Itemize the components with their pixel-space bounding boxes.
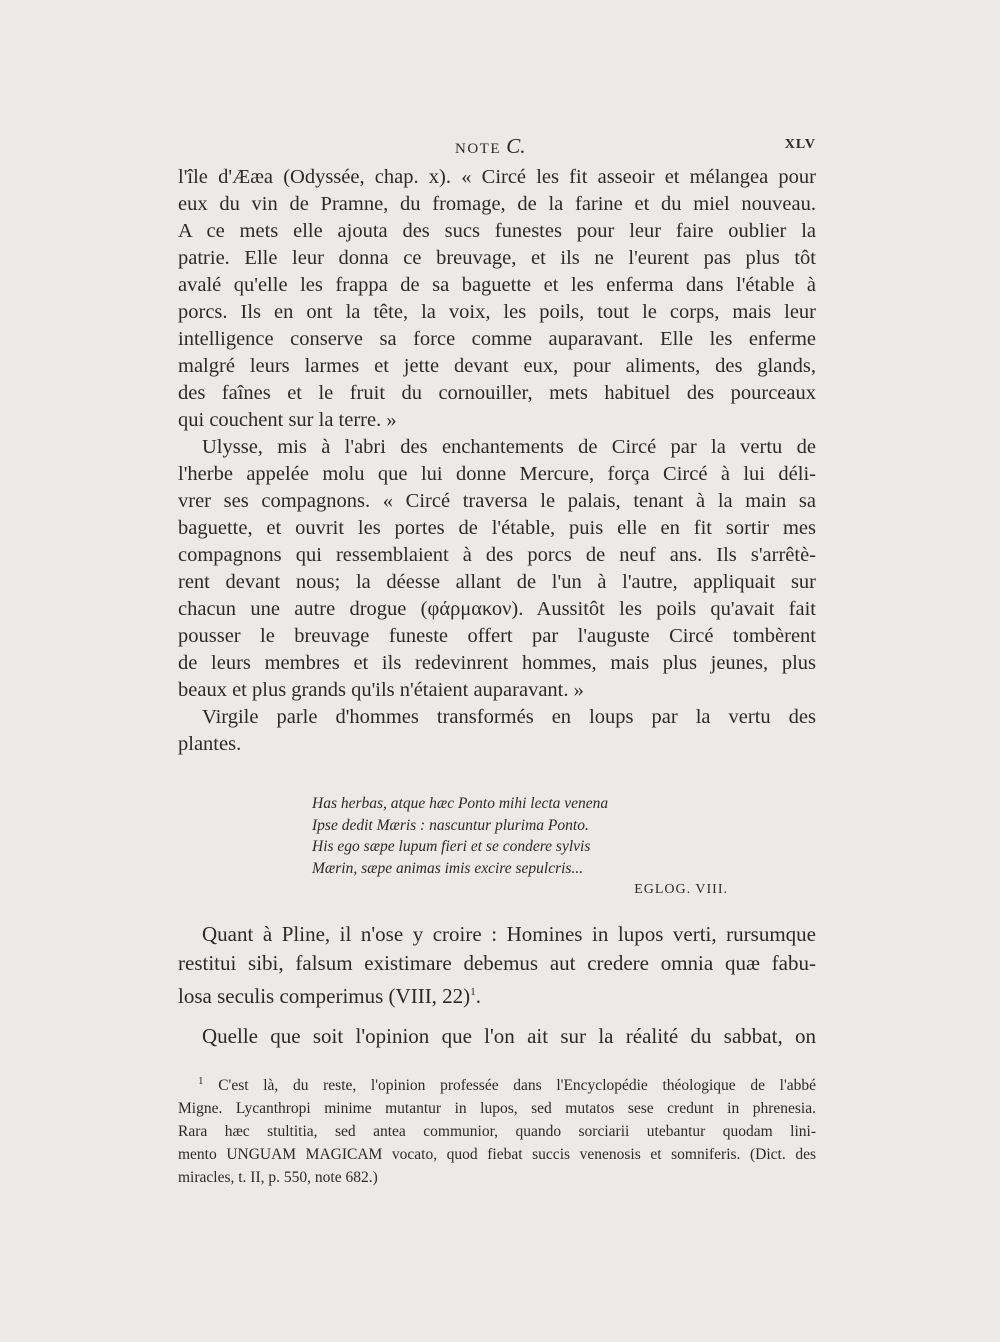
text-line: porcs. Ils en ont la tête, la voix, les poils, tout le corps, mais leur [178,301,816,323]
running-header [178,134,816,158]
footnote-ref: 1 [470,986,476,998]
verse-line: His ego sæpe lupum fieri et se condere sylvis [312,838,591,855]
verse-line: Mærin, sæpe animas imis excire sepulcris... [312,859,584,877]
text-line: restitui sibi, falsum existimare debemus aut credere omnia quæ fabu- [178,951,816,975]
text-line: chacun une autre drogue (φάρμακον). Aussitôt les poils qu'avait fait [178,598,816,620]
text-line: de leurs membres et ils redevinrent hommes, mais plus jeunes, plus [178,652,816,674]
text-line: des faînes et le fruit du cornouiller, mets habituel des pourceaux [178,382,816,404]
text-line: eux du vin de Pramne, du fromage, de la farine et du miel nouveau. [178,193,816,215]
footnote-line: Migne. Lycanthropi minime mutantur in lupos, sed mutatos sese credunt in phrenesia. [178,1100,816,1118]
footnote-line: miracles, t. II, p. 550, note 682.) [178,1169,378,1187]
pline-paragraph [178,920,816,1011]
latin-verse [312,793,732,901]
sabbat-paragraph [178,1022,816,1051]
text-line: rent devant nous; la déesse allant de l'un à l'autre, appliquait sur [178,571,816,593]
main-text [178,164,816,758]
text-line: losa seculis comperimus (VIII, 22)$^1$. [178,984,481,1008]
verse-line: Has herbas, atque hæc Ponto mihi lecta venena [312,795,609,812]
header-note-title [455,134,526,159]
footnote-line: mento UNGUAM MAGICAM vocato, quod fiebat succis venenosis et somniferis. (Dict. des [178,1146,816,1164]
footnote-marker: 1 [198,1075,204,1087]
text-line-content: losa seculis comperimus (VIII, 22) [178,984,471,1008]
text-line: Virgile parle d'hommes transformés en loups par la vertu des [202,706,816,728]
text-line: Quant à Pline, il n'ose y croire : Homines in lupos verti, rursumque [202,922,816,946]
text-line: pousser le breuvage funeste offert par l'auguste Circé tombèrent [178,625,816,647]
verse-source: EGLOG. VIII. [634,882,728,897]
footnote-line: Rara hæc stultitia, sed antea communior, quando sorciarii utebantur quodam lini- [178,1123,816,1141]
text-line: l'herbe appelée molu que lui donne Mercure, força Circé à lui déli- [178,463,816,485]
page-number: XLV [784,137,816,152]
text-line: Ulysse, mis à l'abri des enchantements de Circé par la vertu de [202,436,816,458]
text-line: l'île d'Ææa (Odyssée, chap. x). « Circé les fit asseoir et mélangea pour [178,166,816,188]
verse-line: Ipse dedit Mæris : nascuntur plurima Ponto. [312,816,589,834]
text-line: vrer ses compagnons. « Circé traversa le palais, tenant à la main sa [178,490,816,512]
text-line: intelligence conserve sa force comme auparavant. Elle les enferme [178,328,816,350]
footnote-line-content: C'est là, du reste, l'opinion professée dans l'Encyclopédie théologique de l'abbé [218,1077,817,1095]
text-line: patrie. Elle leur donna ce breuvage, et ils ne l'eurent pas plus tôt [178,247,816,269]
footnote-line [178,1070,816,1097]
footnote [178,1070,816,1189]
text-line: A ce mets elle ajouta des sucs funestes pour leur faire oublier la [178,220,816,242]
note-label: NOTE [455,141,501,157]
text-line: Quelle que soit l'opinion que l'on ait sur la réalité du sabbat, on [202,1024,816,1048]
text-line: qui couchent sur la terre. » [178,409,397,431]
note-letter: C. [506,134,526,158]
text-line: malgré leurs larmes et jette devant eux, pour aliments, des glands, [178,355,816,377]
text-line: avalé qu'elle les frappa de sa baguette et les enferma dans l'étable à [178,274,816,296]
text-line: beaux et plus grands qu'ils n'étaient auparavant. » [178,679,584,701]
text-line: compagnons qui ressemblaient à des porcs de neuf ans. Ils s'arrêtè- [178,544,816,566]
text-line: plantes. [178,733,242,755]
text-line: baguette, et ouvrit les portes de l'étable, puis elle en fit sortir mes [178,517,816,539]
